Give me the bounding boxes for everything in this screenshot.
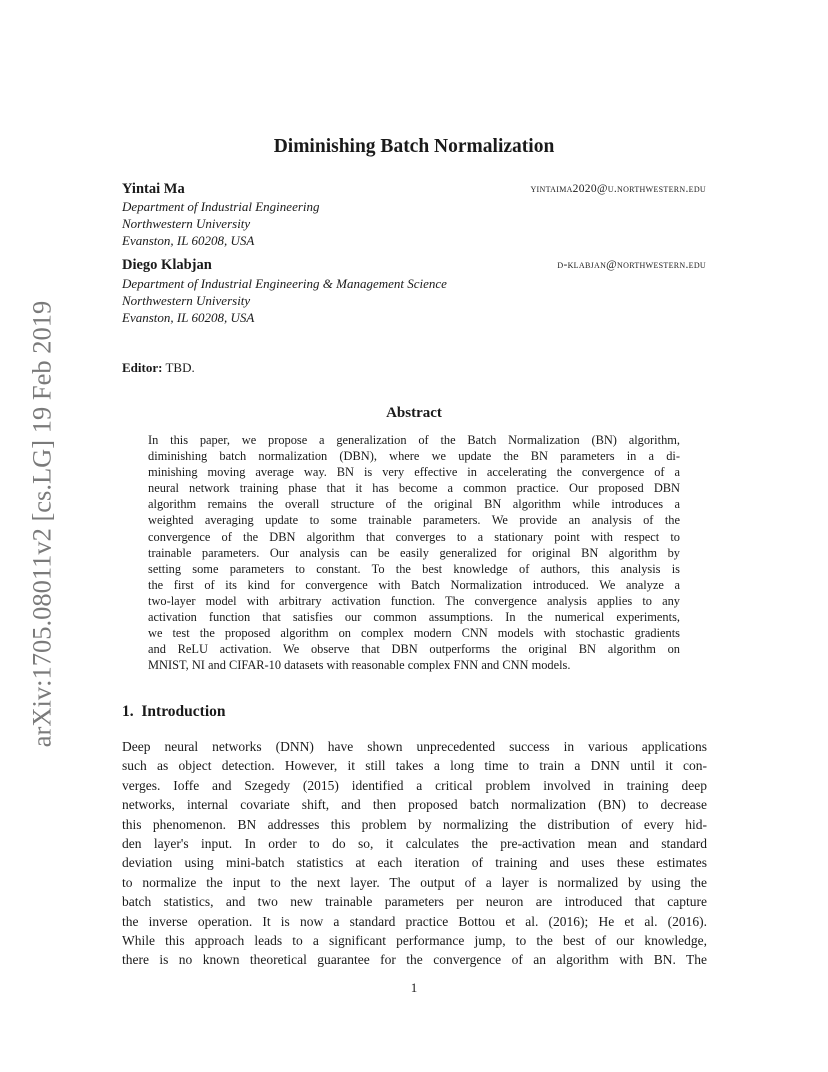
text-line: den layer's input. In order to do so, it calculates the pre-activation mean and standard	[122, 836, 707, 852]
text-line: there is no known theoretical guarantee for the convergence of an algorithm with BN. The	[122, 952, 707, 968]
author-email[interactable]: d-klabjan@northwestern.edu	[557, 259, 706, 271]
text-line: we test the proposed algorithm on complex modern CNN models with stochastic gradients	[148, 626, 680, 641]
text-line: the inverse operation. It is now a standard practice Bottou et al. (2016); He et al. (2016).	[122, 913, 707, 929]
author-name: Diego Klabjan	[122, 257, 212, 273]
affiliation-line: Department of Industrial Engineering & Management Science	[122, 276, 447, 291]
text-line: While this approach leads to a significant performance jump, to the best of our knowledge,	[122, 933, 707, 949]
abstract-body	[148, 432, 680, 673]
text-line: such as object detection. However, it still takes a long time to train a DNN until it con-	[122, 758, 707, 774]
section-heading	[122, 703, 226, 721]
affiliation-line: Department of Industrial Engineering	[122, 199, 320, 214]
text-line: networks, internal covariate shift, and then proposed batch normalization (BN) to decrease	[122, 797, 707, 813]
text-line: minishing moving average way. BN is very effective in accelerating the convergence of a	[148, 465, 680, 480]
text-line: convergence of the DBN algorithm that converges to a stationary point with respect to	[148, 529, 680, 544]
author-affiliation	[122, 275, 447, 326]
text-line: Deep neural networks (DNN) have shown unprecedented success in various applications	[122, 739, 707, 754]
editor-value: TBD.	[165, 360, 195, 375]
text-line: activation function that satisfies our common assumptions. In the numerical experiments,	[148, 610, 680, 625]
affiliation-line: Evanston, IL 60208, USA	[122, 310, 255, 325]
text-line: and ReLU activation. We observe that DBN outperforms the original BN algorithm on	[148, 642, 680, 657]
page-number: 1	[410, 980, 418, 995]
section-title: Introduction	[141, 703, 226, 720]
text-line: weighted averaging update to some trainable parameters. We provide an analysis of the	[148, 513, 680, 528]
text-line: verges. Ioffe and Szegedy (2015) identified a critical problem involved in training deep	[122, 777, 707, 793]
text-line: to normalize the input to the next layer. The output of a layer is normalized by using the	[122, 874, 707, 890]
text-line: setting some parameters to constant. To the best knowledge of authors, this analysis is	[148, 561, 680, 576]
affiliation-line: Northwestern University	[122, 293, 251, 308]
text-line: diminishing batch normalization (DBN), where we update the BN parameters in a di-	[148, 449, 680, 464]
author-name: Yintai Ma	[122, 181, 185, 197]
introduction-body	[122, 737, 707, 970]
text-line: neural network training phase that it has become a common practice. Our proposed DBN	[148, 481, 680, 496]
text-line: trainable parameters. Our analysis can be easily generalized for original BN algorithm by	[148, 545, 680, 560]
text-line: deviation using mini-batch statistics at each iteration of training and uses these estimates	[122, 855, 707, 871]
text-line: batch statistics, and two new trainable parameters per neuron are introduced that capture	[122, 894, 707, 910]
section-number: 1.	[122, 703, 134, 720]
text-line: algorithm remains the overall structure of the original BN algorithm while introduces a	[148, 497, 680, 512]
abstract-heading: Abstract	[386, 405, 442, 421]
editor-line	[122, 360, 195, 376]
paper-title: Diminishing Batch Normalization	[273, 136, 555, 157]
editor-label: Editor:	[122, 360, 163, 375]
affiliation-line: Northwestern University	[122, 216, 251, 231]
arxiv-stamp-text: arXiv:1705.08011v2 [cs.LG] 19 Feb 2019	[26, 300, 57, 748]
text-line: MNIST, NI and CIFAR-10 datasets with reasonable complex FNN and CNN models.	[148, 658, 571, 673]
text-line: the first of its kind for convergence with Batch Normalization introduced. We analyze a	[148, 577, 680, 592]
author-affiliation	[122, 198, 320, 249]
affiliation-line: Evanston, IL 60208, USA	[122, 233, 255, 248]
text-line: this phenomenon. BN addresses this problem by normalizing the distribution of every hid-	[122, 816, 707, 832]
text-line: two-layer model with arbitrary activation function. The convergence analysis applies to any	[148, 593, 680, 608]
text-line: In this paper, we propose a generalization of the Batch Normalization (BN) algorithm,	[148, 433, 680, 447]
author-email[interactable]: yintaima2020@u.northwestern.edu	[530, 183, 706, 195]
